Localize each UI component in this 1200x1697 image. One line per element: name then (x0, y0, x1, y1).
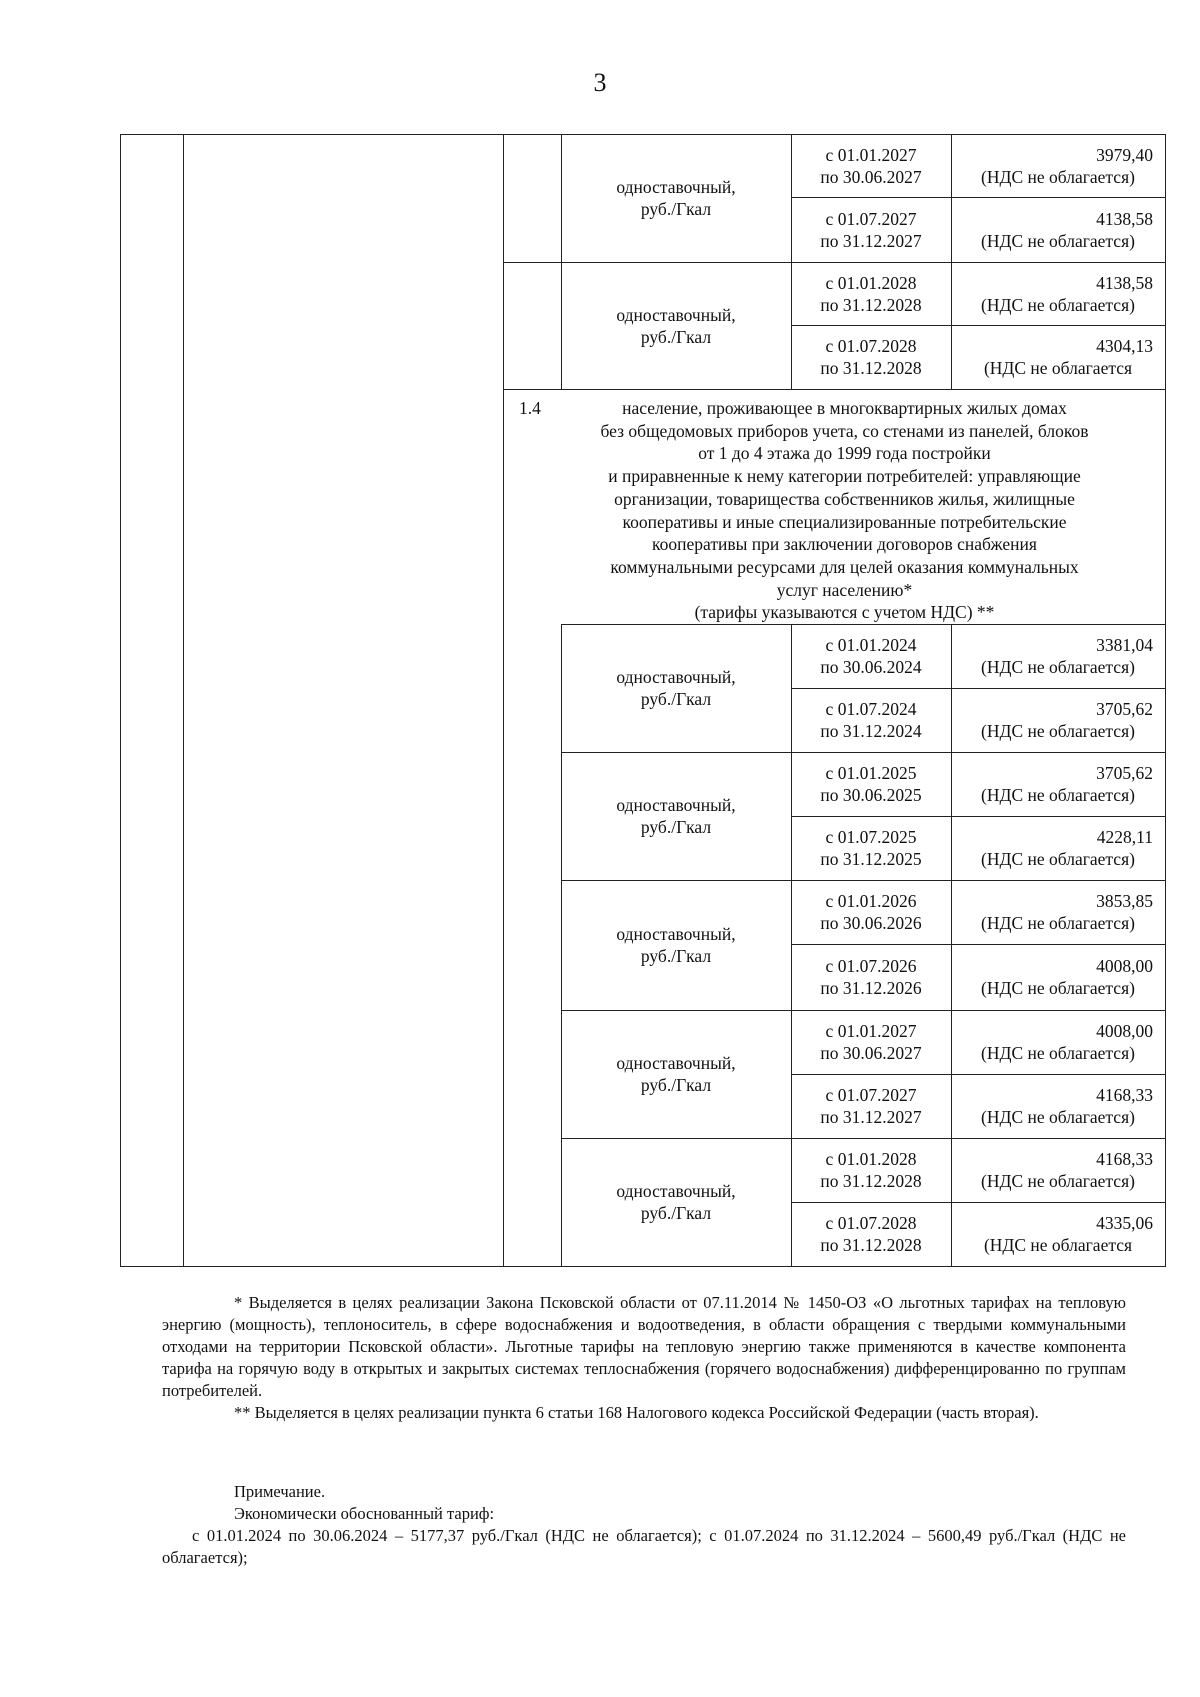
period-to: по 30.06.2026 (820, 913, 922, 933)
footnotes (162, 1292, 1126, 1424)
tariff-value-cell (951, 944, 1165, 1010)
period-to: по 31.12.2024 (820, 721, 922, 741)
description-line: без общедомовых приборов учета, со стенами из панелей, блоков (600, 420, 1089, 441)
vat-note: (НДС не облагается) (981, 294, 1135, 315)
period-cell (791, 1202, 951, 1266)
period-from: с 01.07.2027 (825, 208, 917, 229)
rate-unit: руб./Гкал (640, 946, 712, 966)
period-to: по 31.12.2028 (820, 1235, 922, 1255)
rate-cell (561, 262, 791, 389)
table-border-right (1165, 134, 1166, 1266)
period-to: по 31.12.2028 (820, 1171, 922, 1191)
tariff-value-cell (951, 325, 1165, 389)
vat-note: (НДС не облагается) (981, 978, 1135, 998)
rate-unit: руб./Гкал (640, 326, 712, 347)
vat-note: (НДС не облагается (983, 1235, 1133, 1255)
tariff-value: 4168,33 (1096, 1149, 1153, 1169)
tariff-value: 4008,00 (1096, 1021, 1153, 1041)
rate-cell (561, 880, 791, 1010)
description-line: кооперативы при заключении договоров снабжения (652, 534, 1037, 555)
description-line: от 1 до 4 этажа до 1999 года постройки (698, 443, 991, 464)
description-line: кооперативы и иные специализированные потребительские (622, 511, 1067, 532)
tariff-value-cell (951, 816, 1165, 880)
rate-label: одноставочный, (616, 304, 736, 325)
period-to: по 30.06.2024 (820, 657, 922, 677)
footnote-double-star: ** Выделяется в целях реализации пункта 6 статьи 168 Налогового кодекса Российской Федерации (часть вторая). (234, 1403, 1039, 1422)
tariff-value-cell (951, 688, 1165, 752)
period-from: с 01.07.2028 (825, 336, 917, 356)
period-to: по 30.06.2027 (820, 166, 922, 187)
period-from: с 01.01.2028 (825, 1149, 917, 1169)
tariff-value: 4335,06 (1096, 1213, 1153, 1233)
tariff-value: 4008,00 (1096, 956, 1153, 976)
vat-note: (НДС не облагается) (981, 913, 1135, 933)
column-divider (183, 134, 184, 1266)
period-cell (791, 1010, 951, 1074)
vat-note: (НДС не облагается) (981, 657, 1135, 677)
period-cell (791, 1138, 951, 1202)
vat-note: (НДС не облагается) (981, 230, 1135, 251)
period-from: с 01.07.2025 (825, 827, 917, 847)
period-cell (791, 262, 951, 325)
tariff-value: 4304,13 (1096, 336, 1153, 356)
period-from: с 01.01.2024 (825, 635, 917, 655)
period-from: с 01.01.2025 (825, 763, 917, 783)
rate-cell (561, 1138, 791, 1266)
note-subtitle: Экономически обоснованный тариф: (234, 1504, 495, 1523)
description-line: (тарифы указываются с учетом НДС) ** (694, 602, 995, 623)
vat-note: (НДС не облагается) (981, 1171, 1135, 1191)
period-cell (791, 1074, 951, 1138)
tariff-value-cell (951, 1202, 1165, 1266)
rate-cell (561, 134, 791, 262)
period-to: по 30.06.2027 (820, 1043, 922, 1063)
note-title: Примечание. (234, 1482, 326, 1501)
vat-note: (НДС не облагается) (981, 849, 1135, 869)
rate-label: одноставочный, (616, 667, 736, 687)
rate-label: одноставочный, (616, 795, 736, 815)
tariff-value: 4228,11 (1096, 827, 1153, 847)
rate-label: одноставочный, (616, 177, 736, 197)
tariff-value: 3979,40 (1096, 144, 1153, 165)
rate-label: одноставочный, (616, 1181, 736, 1201)
period-cell (791, 944, 951, 1010)
rate-label: одноставочный, (616, 1053, 736, 1073)
tariff-value: 3853,85 (1096, 891, 1153, 911)
period-cell (791, 752, 951, 816)
rate-unit: руб./Гкал (640, 199, 712, 219)
period-cell (791, 688, 951, 752)
note-section (162, 1481, 1126, 1569)
rate-cell (561, 624, 791, 752)
tariff-value-cell (951, 880, 1165, 944)
tariff-value-cell (951, 752, 1165, 816)
tariff-value: 3705,62 (1096, 763, 1153, 783)
vat-note: (НДС не облагается) (981, 166, 1135, 187)
period-cell (791, 197, 951, 262)
description-line: население, проживающее в многоквартирных жилых домах (622, 398, 1067, 418)
period-from: с 01.07.2027 (825, 1085, 917, 1105)
tariff-value-cell (951, 134, 1165, 197)
table-border-left (120, 134, 121, 1266)
period-from: с 01.01.2027 (825, 1021, 917, 1041)
period-cell (791, 134, 951, 197)
tariff-value: 3705,62 (1096, 699, 1153, 719)
tariff-value-cell (951, 1138, 1165, 1202)
tariff-value-cell (951, 262, 1165, 325)
description-line: коммунальными ресурсами для целей оказания коммунальных (610, 556, 1079, 577)
rate-unit: руб./Гкал (640, 689, 712, 709)
tariff-value-cell (951, 624, 1165, 688)
period-to: по 31.12.2025 (820, 849, 922, 869)
period-cell (791, 624, 951, 688)
rate-unit: руб./Гкал (640, 1075, 712, 1095)
vat-note: (НДС не облагается (983, 358, 1133, 378)
description-line: и приравненные к нему категории потребителей: управляющие (608, 466, 1081, 487)
period-from: с 01.01.2026 (825, 891, 917, 911)
column-divider (503, 134, 504, 1266)
description-line: организации, товарищества собственников жилья, жилищные (614, 488, 1075, 509)
description-line: услуг населению* (776, 579, 913, 600)
period-to: по 31.12.2028 (820, 294, 922, 315)
tariff-value-cell (951, 1074, 1165, 1138)
period-to: по 31.12.2028 (820, 358, 922, 378)
note-text: с 01.01.2024 по 30.06.2024 – 5177,37 руб./Гкал (НДС не облагается); с 01.07.2024 по 31.12.2024 – 5600,49 руб./Гкал (НДС не облагается); (162, 1526, 1126, 1567)
period-to: по 31.12.2027 (820, 1107, 922, 1127)
tariff-value-cell (951, 197, 1165, 262)
row-divider (503, 389, 1166, 390)
section-description (562, 397, 1127, 624)
period-from: с 01.07.2026 (825, 956, 917, 976)
period-to: по 30.06.2025 (820, 785, 922, 805)
rate-cell (561, 1010, 791, 1138)
period-from: с 01.07.2024 (825, 699, 917, 719)
tariff-value: 4138,58 (1096, 208, 1153, 229)
period-cell (791, 880, 951, 944)
vat-note: (НДС не облагается) (981, 1107, 1135, 1127)
section-number: 1.4 (519, 398, 541, 418)
rate-unit: руб./Гкал (640, 817, 712, 837)
period-from: с 01.01.2028 (825, 272, 917, 293)
tariff-value: 4138,58 (1096, 272, 1153, 293)
vat-note: (НДС не облагается) (981, 721, 1135, 741)
period-from: с 01.01.2027 (825, 144, 917, 165)
rate-unit: руб./Гкал (640, 1203, 712, 1223)
period-to: по 31.12.2027 (820, 230, 922, 251)
period-cell (791, 816, 951, 880)
tariff-value: 3381,04 (1096, 635, 1153, 655)
period-from: с 01.07.2028 (825, 1213, 917, 1233)
tariff-value: 4168,33 (1096, 1085, 1153, 1105)
period-cell (791, 325, 951, 389)
period-to: по 31.12.2026 (820, 978, 922, 998)
rate-cell (561, 752, 791, 880)
tariff-value-cell (951, 1010, 1165, 1074)
page-number: 3 (593, 68, 607, 97)
vat-note: (НДС не облагается) (981, 785, 1135, 805)
vat-note: (НДС не облагается) (981, 1043, 1135, 1063)
footnote-single-star: * Выделяется в целях реализации Закона Псковской области от 07.11.2014 № 1450-ОЗ «О льготных тарифах на тепловую энергию (мощность), теплоноситель, в сфере водоснабжения и водоотведения, в области обращения с твердыми коммунальными отходами на территории Псковской области». Льготные тарифы на тепловую энергию также применяются в качестве компонента тарифа на горячую воду в открытых и закрытых системах теплоснабжения (горячего водоснабжения) дифференцированно по группам потребителей. (162, 1293, 1126, 1400)
rate-label: одноставочный, (616, 924, 736, 944)
table-border-bottom (120, 1266, 1166, 1267)
